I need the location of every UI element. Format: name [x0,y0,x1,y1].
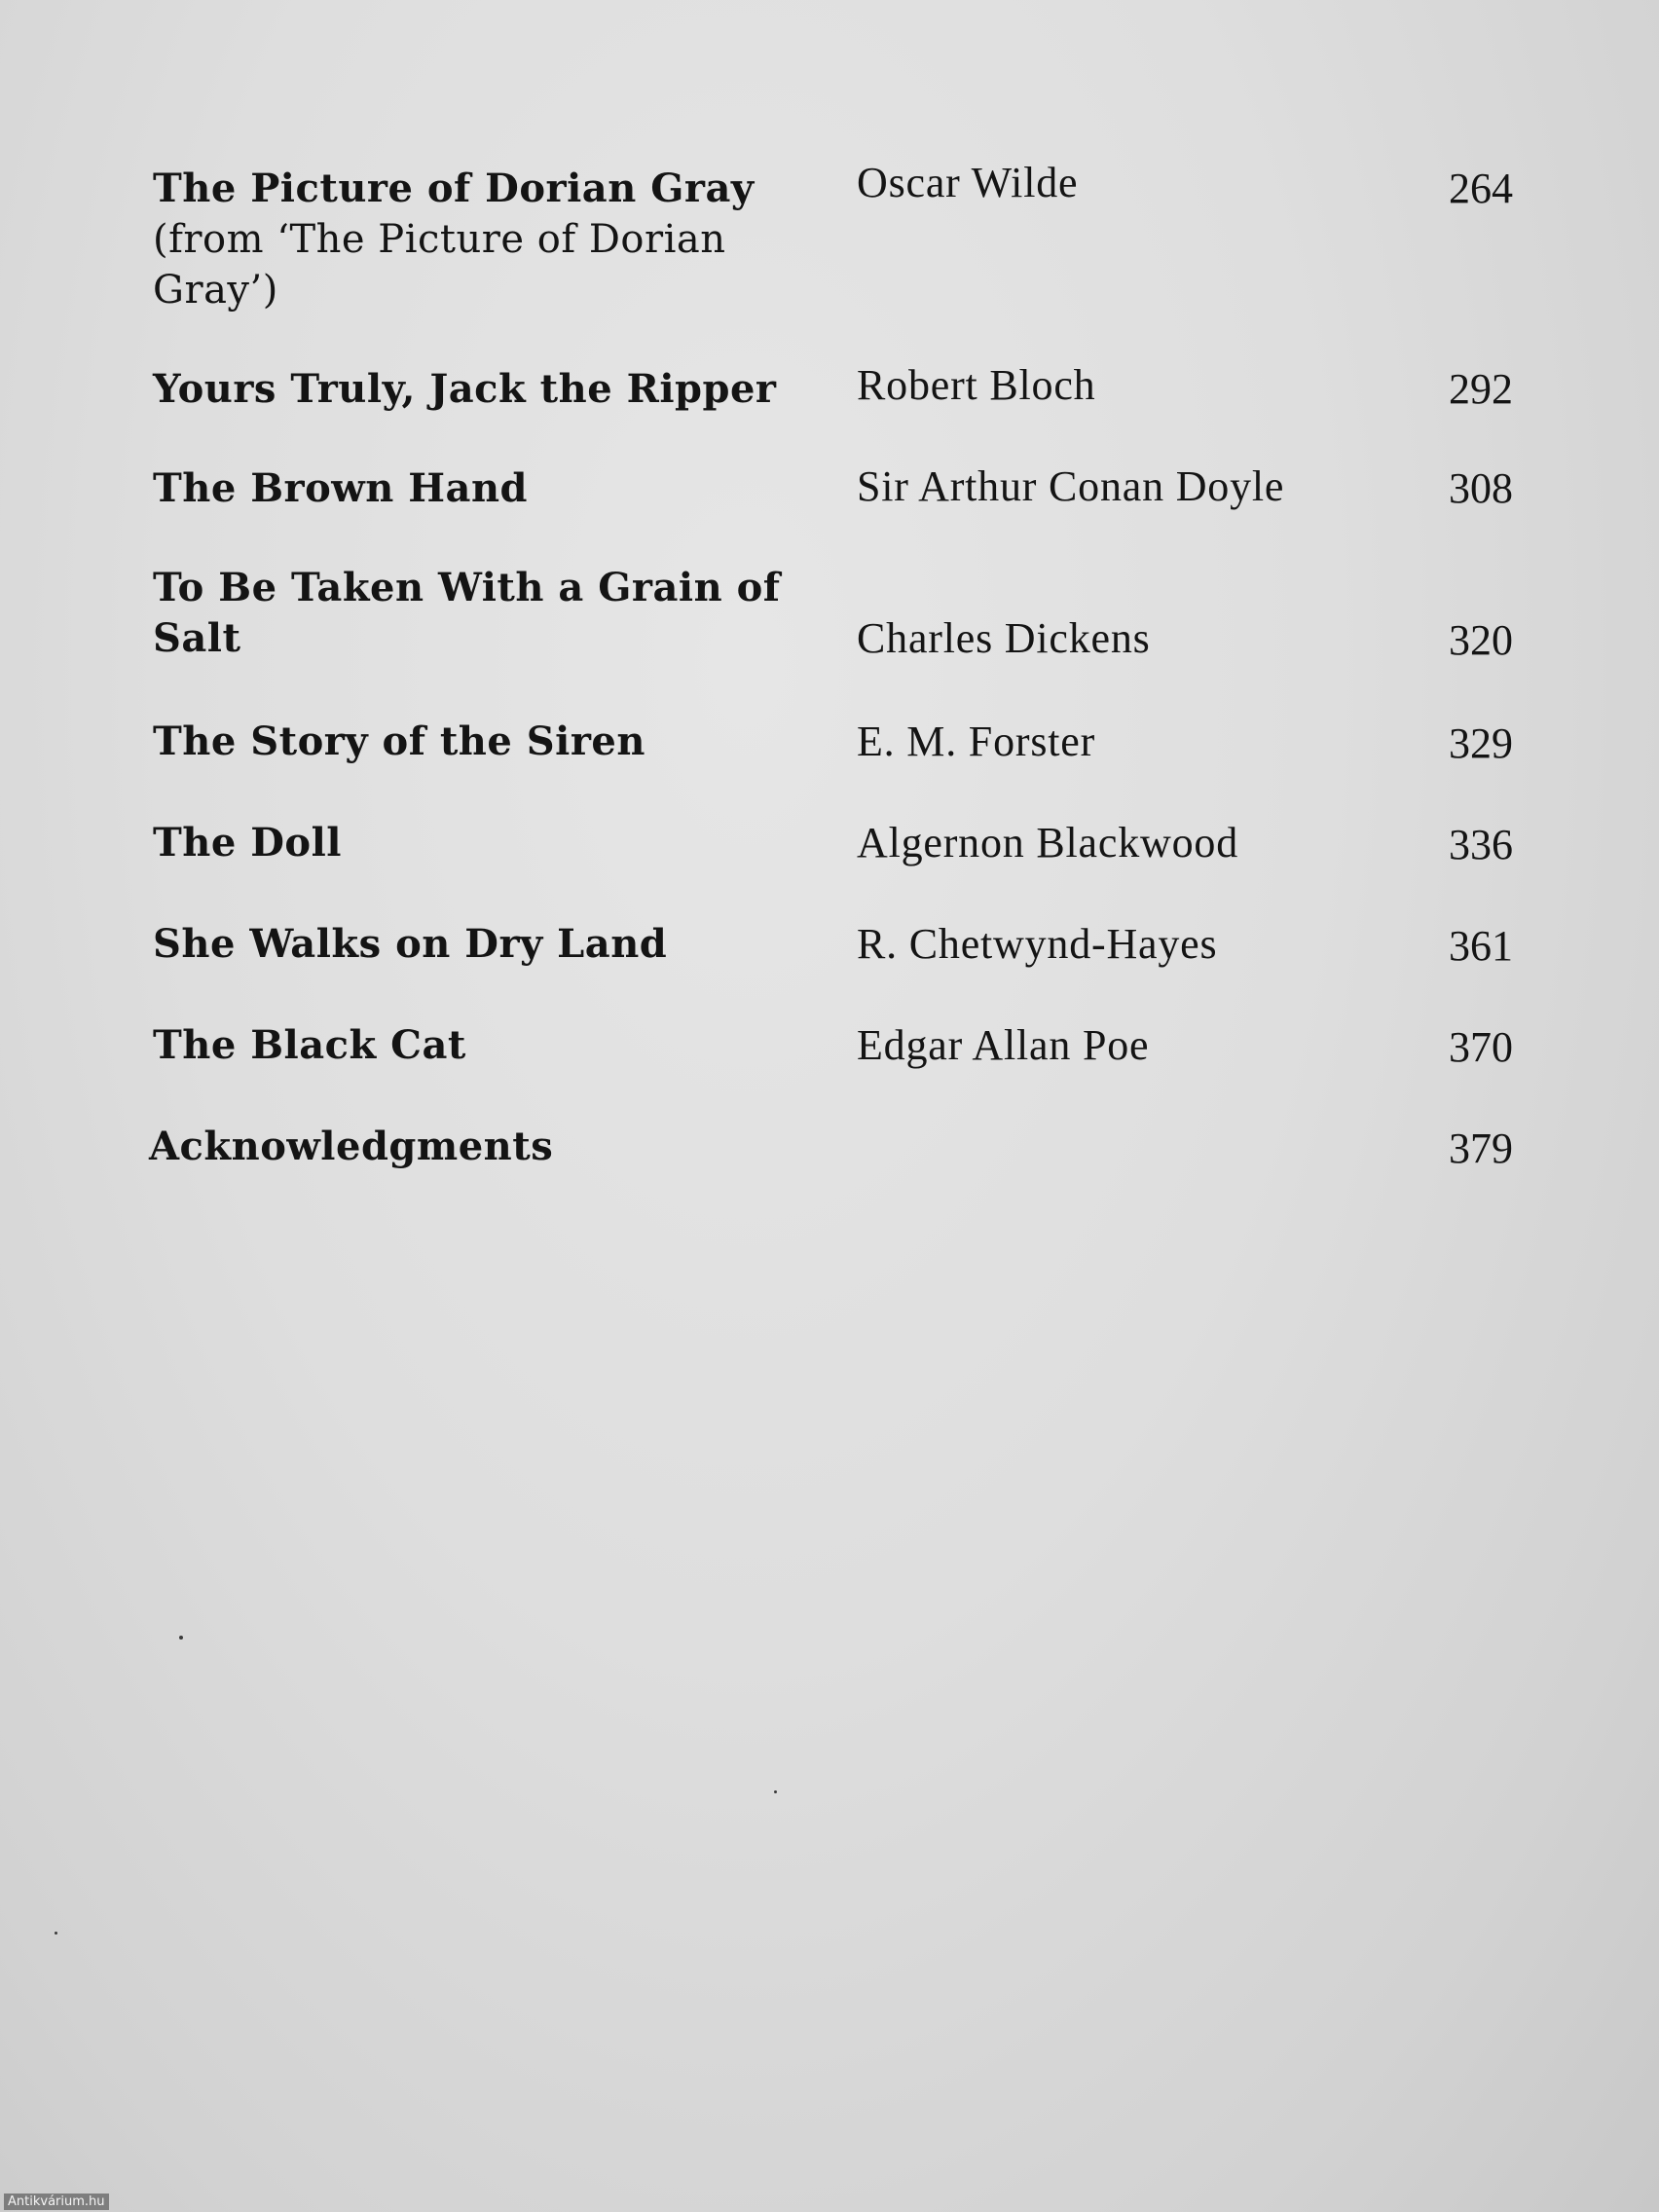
entry-author: Oscar Wilde [857,159,1079,206]
entry-title: Acknowledgments [149,1124,554,1169]
entry-author: Charles Dickens [857,614,1151,662]
entry-page-number: 308 [1449,464,1513,512]
entry-page-number: 329 [1449,719,1513,767]
entry-page-number: 370 [1449,1023,1513,1071]
entry-author: Sir Arthur Conan Doyle [857,462,1285,510]
entry-title: The Story of the Siren [153,719,645,764]
entry-title-line2: Salt [153,615,241,661]
entry-title [153,164,795,315]
entry-subtitle: (from ‘The Picture of Dorian Gray’) [153,217,726,313]
entry-author: E. M. Forster [857,718,1096,765]
dust-speck [774,1790,777,1793]
entry-page-number: 361 [1449,922,1513,970]
entry-title: The Black Cat [153,1022,466,1068]
watermark-logo: Antikvárium.hu [4,2194,109,2210]
entry-author: Algernon Blackwood [857,819,1238,866]
entry-title-line1: To Be Taken With a Grain of [153,565,781,610]
entry-title: The Brown Hand [153,465,528,511]
dust-speck [55,1932,57,1935]
entry-title [153,563,795,664]
entry-page-number: 264 [1449,165,1513,212]
entry-page-number: 292 [1449,365,1513,413]
dust-speck [179,1636,183,1640]
entry-page-number: 320 [1449,616,1513,664]
entry-page-number: 336 [1449,821,1513,868]
entry-author: Robert Bloch [857,361,1096,409]
entry-page-number: 379 [1449,1124,1513,1172]
entry-title: Yours Truly, Jack the Ripper [153,366,777,412]
entry-author: R. Chetwynd-Hayes [857,920,1218,968]
entry-author: Edgar Allan Poe [857,1021,1150,1069]
entry-title: She Walks on Dry Land [153,921,668,967]
entry-title-text: The Picture of Dorian Gray [153,166,755,211]
entry-title: The Doll [153,820,342,866]
